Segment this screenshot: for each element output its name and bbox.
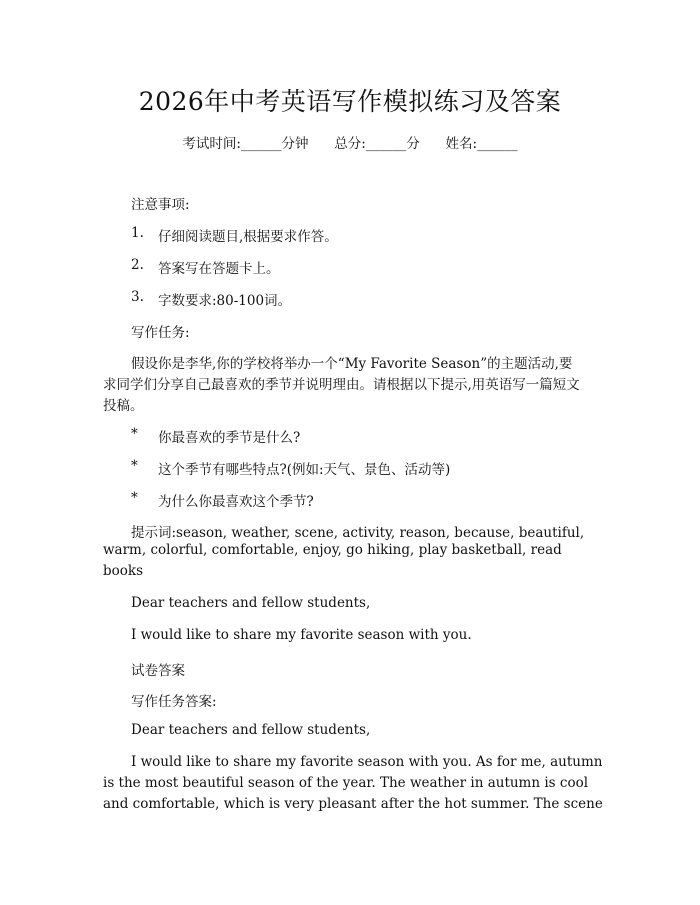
name-label: 姓名:______ (445, 136, 518, 152)
total-score-label: 总分:______分 (334, 136, 420, 152)
task-greeting: Dear teachers and fellow students, (131, 595, 371, 611)
notes-item-number: 1. (131, 225, 144, 241)
answer-greeting: Dear teachers and fellow students, (131, 722, 371, 738)
answers-sub-heading: 写作任务答案: (131, 694, 217, 710)
task-intro-line: 投稿。 (103, 398, 144, 414)
bullet-text: 这个季节有哪些特点?(例如:天气、景色、活动等) (158, 462, 451, 478)
notes-item-text: 答案写在答题卡上。 (158, 261, 280, 277)
hint-line: books (103, 563, 144, 579)
answers-heading: 试卷答案 (131, 663, 185, 679)
notes-heading: 注意事项: (131, 197, 190, 213)
bullet-text: 你最喜欢的季节是什么? (158, 430, 301, 446)
notes-item-text: 仔细阅读题目,根据要求作答。 (158, 229, 338, 245)
hint-line: warm, colorful, comfortable, enjoy, go hiking, play basketball, read (103, 542, 562, 558)
answer-body-line: I would like to share my favorite season with you. As for me, autumn (131, 754, 603, 770)
task-intro-line: 假设你是李华,你的学校将举办一个“My Favorite Season”的主题活动,要 (131, 356, 573, 372)
exam-meta (0, 132, 700, 152)
notes-item-number: 2. (131, 257, 144, 273)
task-intro-line: 求同学们分享自己最喜欢的季节并说明理由。请根据以下提示,用英语写一篇短文 (103, 377, 580, 393)
answer-body-line: and comfortable, which is very pleasant after the hot summer. The scene (103, 796, 603, 812)
document-title: 2026年中考英语写作模拟练习及答案 (138, 87, 562, 116)
bullet-mark: * (131, 458, 138, 474)
bullet-text: 为什么你最喜欢这个季节? (158, 494, 314, 510)
bullet-mark: * (131, 490, 138, 506)
task-opening: I would like to share my favorite season with you. (131, 627, 472, 643)
notes-item-number: 3. (131, 289, 144, 305)
task-heading: 写作任务: (131, 325, 190, 341)
notes-item-text: 字数要求:80-100词。 (158, 293, 292, 309)
bullet-mark: * (131, 426, 138, 442)
answer-body-line: is the most beautiful season of the year. The weather in autumn is cool (103, 775, 589, 791)
exam-time-label: 考试时间:______分钟 (182, 136, 309, 152)
hint-line: 提示词:season, weather, scene, activity, reason, because, beautiful, (131, 525, 585, 541)
